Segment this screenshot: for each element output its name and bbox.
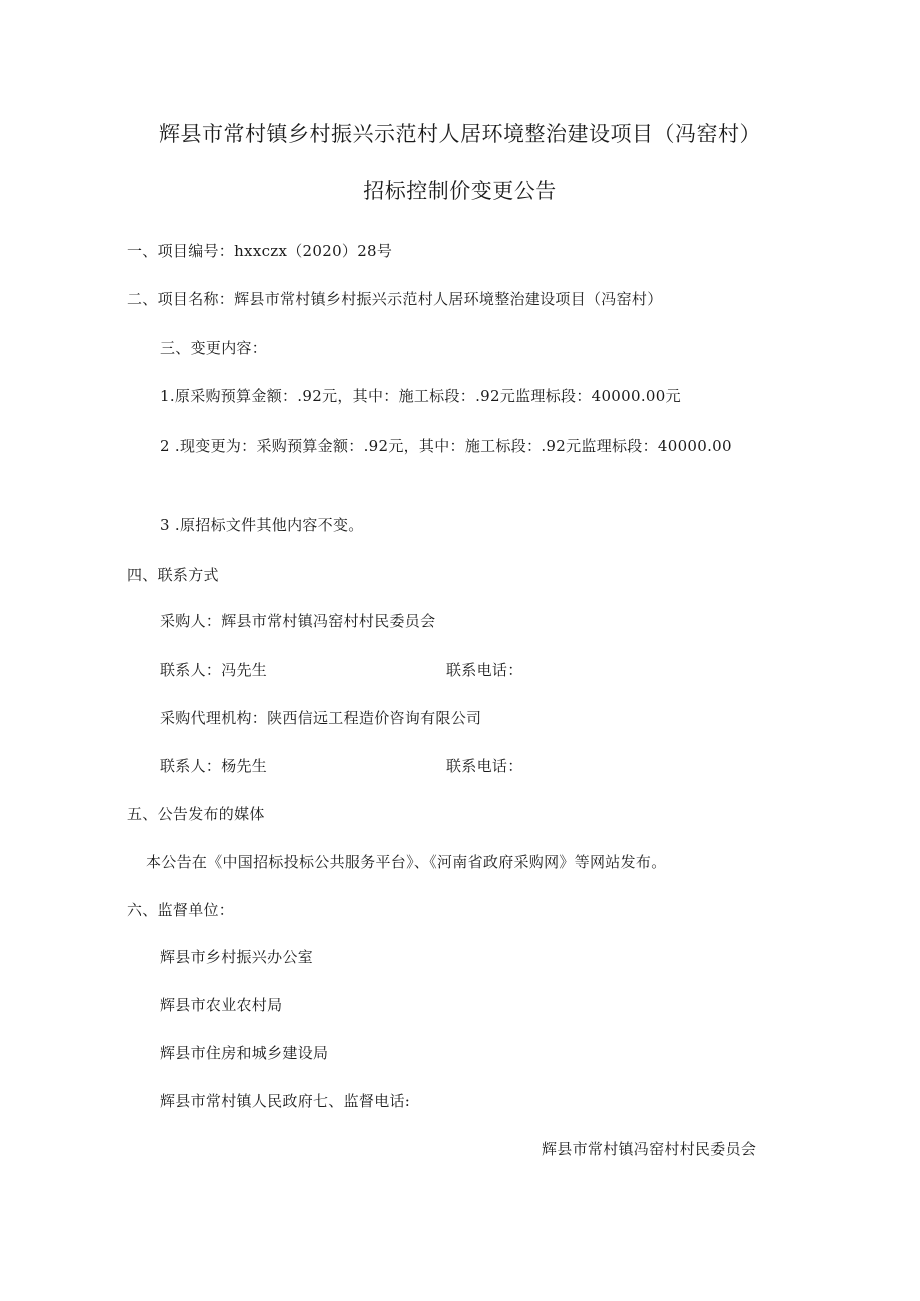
change-heading: 三、变更内容： [160, 339, 268, 357]
change-item-2: 2 .现变更为：采购预算金额：.92元，其中：施工标段：.92元监理标段：40000.00 [160, 437, 732, 455]
purchaser: 采购人：辉县市常村镇冯窑村村民委员会 [160, 612, 436, 630]
supervisor-2: 辉县市农业农村局 [160, 996, 283, 1014]
project-name: 二、项目名称：辉县市常村镇乡村振兴示范村人居环境整治建设项目（冯窑村） [127, 290, 663, 308]
media-heading: 五、公告发布的媒体 [127, 805, 265, 823]
purchaser-contact: 联系人：冯先生 [160, 661, 268, 679]
signature: 辉县市常村镇冯窑村村民委员会 [542, 1140, 757, 1158]
supervise-heading: 六、监督单位： [127, 901, 235, 919]
contact-heading: 四、联系方式 [127, 566, 219, 584]
purchaser-phone: 联系电话： [446, 661, 523, 679]
media-text: 本公告在《中国招标投标公共服务平台》、《河南省政府采购网》等网站发布。 [146, 853, 667, 871]
supervisor-3: 辉县市住房和城乡建设局 [160, 1044, 329, 1062]
project-number: 一、项目编号：hxxczx（2020）28号 [127, 242, 393, 260]
agency-contact: 联系人：杨先生 [160, 757, 268, 775]
supervisor-1: 辉县市乡村振兴办公室 [160, 948, 314, 966]
change-item-3: 3 .原招标文件其他内容不变。 [160, 516, 364, 534]
supervisor-4: 辉县市常村镇人民政府七、监督电话: [160, 1092, 411, 1110]
agency-phone: 联系电话： [446, 757, 523, 775]
document-title-line1: 辉县市常村镇乡村振兴示范村人居环境整治建设项目（冯窑村） [159, 122, 761, 146]
document-title-line2: 招标控制价变更公告 [363, 179, 557, 203]
agency: 采购代理机构：陕西信远工程造价咨询有限公司 [160, 709, 482, 727]
change-item-1: 1.原采购预算金额：.92元，其中：施工标段：.92元监理标段：40000.00元 [160, 387, 681, 405]
